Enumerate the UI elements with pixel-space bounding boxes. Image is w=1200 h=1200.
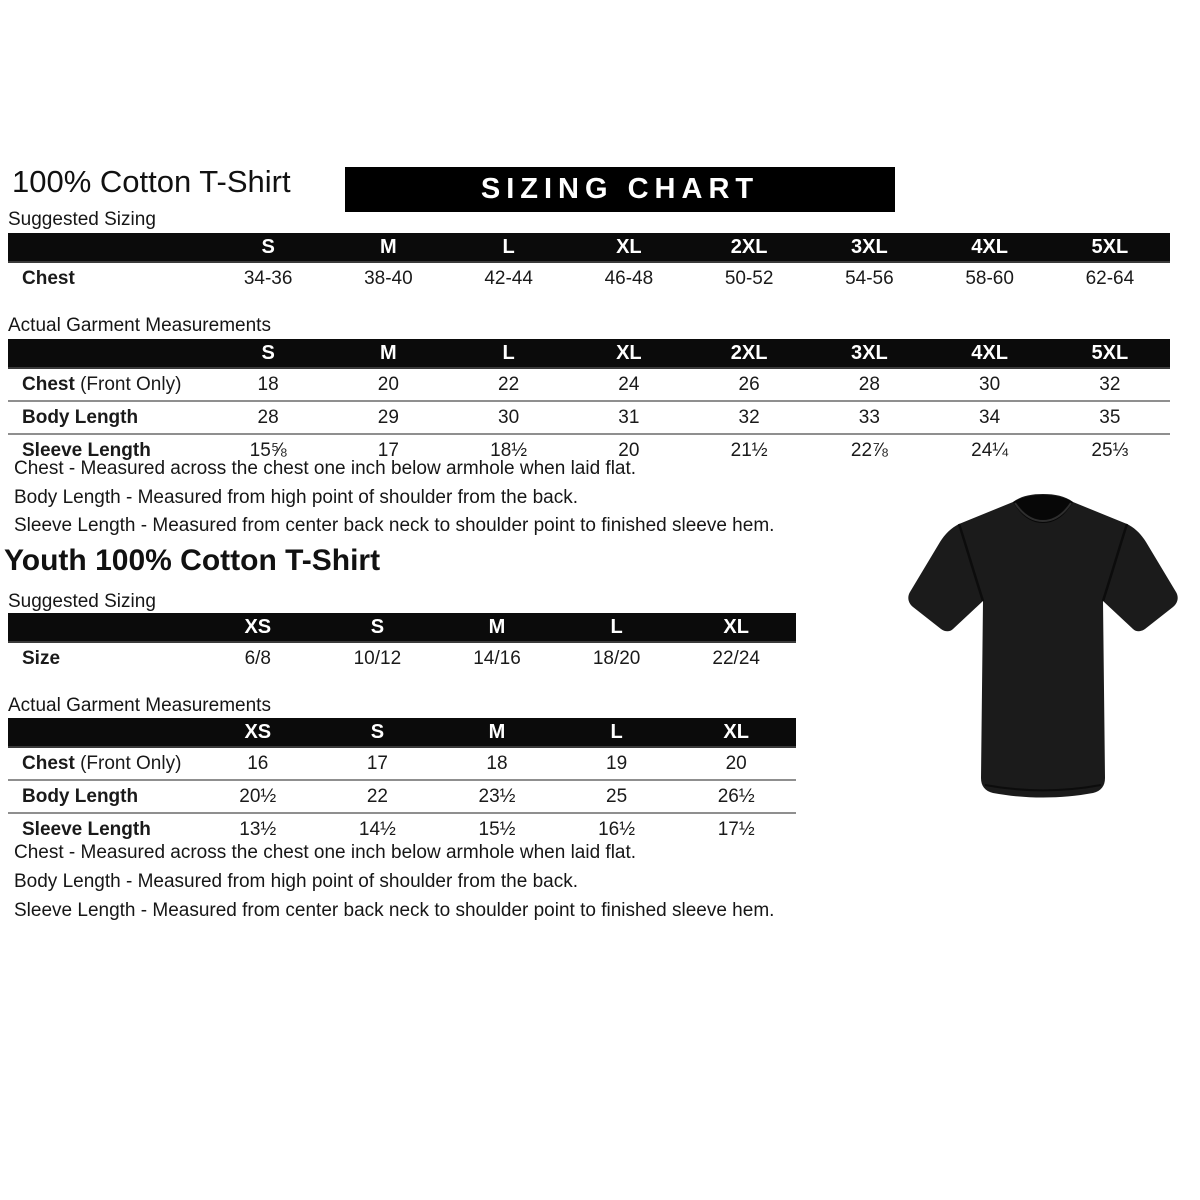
measure-value: 25 [606, 785, 628, 807]
adult-suggested-sizing-label: Suggested Sizing [8, 209, 156, 230]
row-label: Sleeve Length [22, 818, 151, 840]
measure-value: 10/12 [353, 647, 402, 669]
size-col-header: 4XL [971, 342, 1008, 364]
adult-note-sleeve-length: Sleeve Length - Measured from center back neck to shoulder point to finished sleeve hem. [14, 515, 775, 536]
measure-value: 23½ [478, 785, 516, 807]
row-label: Chest (Front Only) [22, 373, 182, 395]
size-col-header: M [380, 342, 397, 364]
size-col-header: 2XL [730, 342, 768, 364]
measure-value: 34 [979, 406, 1001, 428]
size-col-header: M [380, 236, 397, 258]
row-label: Size [22, 647, 61, 669]
measure-value: 20½ [239, 785, 277, 807]
measure-value: 25⅓ [1091, 439, 1129, 461]
measure-value: 17 [366, 752, 388, 774]
row-label: Chest [22, 267, 75, 289]
sizing-chart-banner-text: SIZING CHART [480, 173, 760, 205]
measure-value: 30 [498, 406, 520, 428]
size-col-header: 5XL [1091, 342, 1129, 364]
size-header-row [8, 339, 1170, 369]
youth-section-title: Youth 100% Cotton T-Shirt [4, 544, 381, 577]
measure-value: 26 [738, 373, 760, 395]
measure-value: 29 [377, 406, 399, 428]
size-col-header: S [370, 721, 385, 743]
measure-value: 18/20 [592, 647, 641, 669]
measure-value: 20 [725, 752, 747, 774]
measure-value: 22 [498, 373, 520, 395]
measure-value: 20 [377, 373, 399, 395]
measure-row [8, 643, 796, 674]
measure-value: 24¼ [971, 439, 1009, 461]
youth-note-body-length: Body Length - Measured from high point of shoulder from the back. [14, 871, 578, 892]
size-header-row [8, 233, 1170, 263]
row-label: Sleeve Length [22, 439, 151, 461]
measure-value: 18 [486, 752, 508, 774]
measure-value: 32 [738, 406, 760, 428]
row-label: Body Length [22, 785, 139, 807]
size-col-header: XL [723, 616, 749, 638]
youth-note-chest: Chest - Measured across the chest one inch below armhole when laid flat. [14, 842, 637, 863]
tshirt-body-shape [908, 494, 1177, 798]
measure-value: 33 [858, 406, 880, 428]
measure-row [8, 400, 1170, 433]
measure-value: 38-40 [364, 267, 413, 289]
measure-value: 14/16 [473, 647, 521, 669]
size-col-header: L [502, 342, 515, 364]
size-col-header: S [261, 236, 275, 258]
size-col-header: 5XL [1091, 236, 1129, 258]
measure-value: 18 [257, 373, 279, 395]
size-col-header: 4XL [971, 236, 1008, 258]
size-col-header: M [488, 616, 506, 638]
measure-value: 17 [377, 439, 399, 461]
measure-value: 26½ [717, 785, 755, 807]
size-col-header: XL [616, 342, 642, 364]
size-col-header: L [502, 236, 515, 258]
measure-value: 20 [618, 439, 640, 461]
measure-row [8, 263, 1170, 294]
measure-value: 28 [257, 406, 279, 428]
measure-value: 28 [858, 373, 880, 395]
measure-value: 54-56 [845, 267, 894, 289]
measure-row [8, 812, 796, 845]
row-label: Chest (Front Only) [22, 752, 182, 774]
measure-value: 16 [247, 752, 269, 774]
size-col-header: XL [723, 721, 749, 743]
measure-value: 19 [606, 752, 628, 774]
measure-value: 14½ [358, 818, 396, 840]
size-col-header: S [370, 616, 385, 638]
adult-section-title: 100% Cotton T-Shirt [12, 164, 291, 199]
measure-row [8, 369, 1170, 400]
black-tshirt-photo [893, 480, 1193, 812]
adult-note-chest: Chest - Measured across the chest one inch below armhole when laid flat. [14, 458, 637, 479]
measure-value: 15½ [478, 818, 516, 840]
measure-value: 50-52 [724, 267, 774, 289]
measure-value: 17½ [717, 818, 755, 840]
measure-value: 46-48 [604, 267, 654, 289]
adult-suggested-sizing-table [8, 233, 1170, 294]
measure-value: 42-44 [484, 267, 533, 289]
size-col-header: XL [616, 236, 642, 258]
measure-value: 32 [1099, 373, 1121, 395]
size-header-row [8, 718, 796, 748]
youth-actual-measurements-table [8, 718, 796, 845]
adult-actual-measurements-table [8, 339, 1170, 466]
measure-value: 22/24 [712, 647, 760, 669]
measure-value: 6/8 [244, 647, 271, 669]
youth-suggested-sizing-label: Suggested Sizing [8, 591, 156, 612]
measure-value: 30 [979, 373, 1001, 395]
measure-value: 18½ [490, 439, 528, 461]
measure-value: 58-60 [965, 267, 1014, 289]
measure-value: 22⅞ [850, 439, 888, 461]
size-col-header: L [610, 616, 623, 638]
size-col-header: L [610, 721, 623, 743]
measure-value: 16½ [598, 818, 636, 840]
measure-value: 21½ [730, 439, 768, 461]
youth-note-sleeve-length: Sleeve Length - Measured from center back neck to shoulder point to finished sleeve hem. [14, 900, 775, 921]
youth-suggested-sizing-table [8, 613, 796, 674]
sizing-chart-banner [345, 167, 895, 212]
youth-actual-measurements-label: Actual Garment Measurements [8, 695, 271, 716]
measure-value: 31 [618, 406, 640, 428]
measure-value: 22 [366, 785, 388, 807]
measure-row [8, 748, 796, 779]
measure-row [8, 779, 796, 812]
adult-actual-measurements-label: Actual Garment Measurements [8, 315, 271, 336]
size-col-header: 3XL [851, 342, 888, 364]
adult-note-body-length: Body Length - Measured from high point of shoulder from the back. [14, 487, 578, 508]
size-col-header: 3XL [851, 236, 888, 258]
measure-value: 62-64 [1085, 267, 1135, 289]
size-col-header: 2XL [730, 236, 768, 258]
size-col-header: XS [244, 616, 272, 638]
size-col-header: S [261, 342, 275, 364]
measure-value: 24 [618, 373, 640, 395]
measure-value: 15⅝ [249, 439, 287, 461]
measure-value: 13½ [239, 818, 277, 840]
row-label: Body Length [22, 406, 139, 428]
size-header-row [8, 613, 796, 643]
measure-value: 35 [1099, 406, 1121, 428]
size-col-header: XS [244, 721, 272, 743]
size-col-header: M [488, 721, 506, 743]
measure-value: 34-36 [243, 267, 293, 289]
